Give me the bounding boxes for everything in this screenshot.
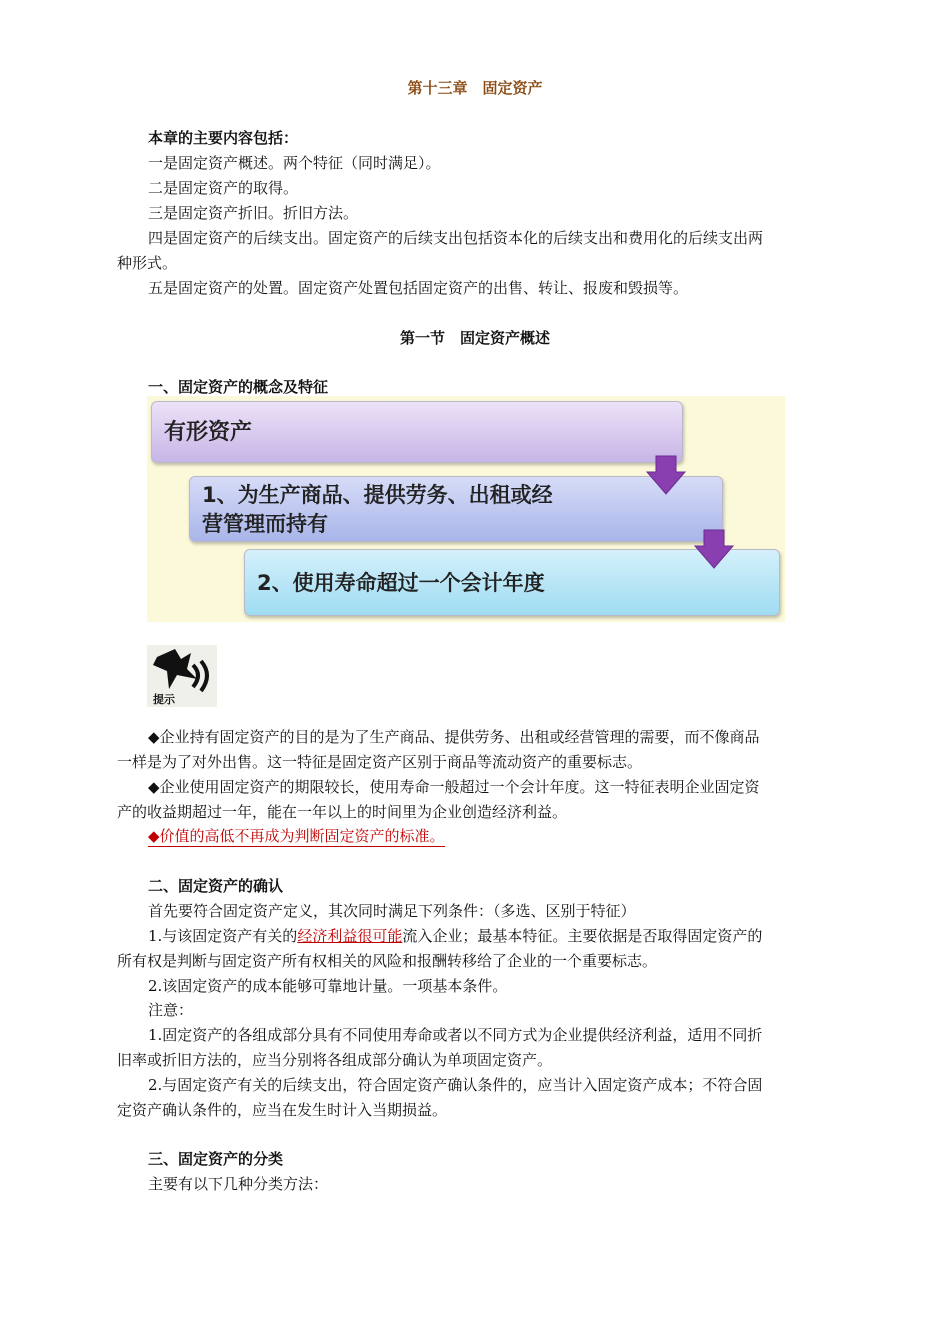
attention-2-line1: 2.与固定资产有关的后续支出，符合固定资产确认条件的，应当计入固定资产成本；不符合固 bbox=[148, 1076, 763, 1094]
chapter-title: 第十三章 固定资产 bbox=[407, 79, 543, 97]
intro-item-4: 四是固定资产的后续支出。固定资产的后续支出包括资本化的后续支出和费用化的后续支出两 bbox=[148, 229, 764, 247]
diagram-box-feature-1-line1: 1、为生产商品、提供劳务、出租或经 bbox=[202, 483, 553, 507]
part3-intro: 主要有以下几种分类方法： bbox=[148, 1175, 329, 1193]
part3-heading: 三、固定资产的分类 bbox=[148, 1150, 284, 1168]
diagram-box-feature-2: 2、使用寿命超过一个会计年度 bbox=[244, 549, 780, 616]
intro-item-2: 二是固定资产的取得。 bbox=[148, 179, 299, 197]
condition-1-pre: 1.与该固定资产有关的 bbox=[148, 927, 298, 945]
red-note-wrapper bbox=[148, 824, 838, 849]
intro-item-3: 三是固定资产折旧。折旧方法。 bbox=[148, 204, 359, 222]
economic-benefit-link[interactable]: 经济利益很可能 bbox=[297, 927, 403, 945]
intro-item-5: 五是固定资产的处置。固定资产处置包括固定资产的出售、转让、报废和毁损等。 bbox=[148, 279, 689, 297]
tip-icon bbox=[147, 645, 217, 707]
attention-1-line1: 1.固定资产的各组成部分具有不同使用寿命或者以不同方式为企业提供经济利益，适用不同折 bbox=[148, 1026, 763, 1044]
diagram-box-feature-1-line2: 营管理而持有 bbox=[202, 512, 328, 536]
attention-2-line2: 定资产确认条件的，应当在发生时计入当期损益。 bbox=[117, 1101, 448, 1119]
note-label: 注意： bbox=[148, 1001, 194, 1019]
diagram-box-feature-1 bbox=[189, 476, 723, 542]
part1-heading: 一、固定资产的概念及特征 bbox=[148, 378, 329, 396]
condition-1-post: 流入企业；最基本特征。主要依据是否取得固定资产的 bbox=[402, 927, 763, 945]
note-2-line2: 产的收益期超过一年，能在一年以上的时间里为企业创造经济利益。 bbox=[117, 803, 568, 821]
features-diagram bbox=[147, 396, 785, 622]
condition-1-line1 bbox=[148, 924, 838, 949]
condition-2: 2.该固定资产的成本能够可靠地计量。一项基本条件。 bbox=[148, 977, 508, 995]
part2-intro: 首先要符合固定资产定义，其次同时满足下列条件：（多选、区别于特征） bbox=[148, 902, 636, 920]
down-arrow-icon bbox=[693, 528, 735, 570]
red-note: ◆价值的高低不再成为判断固定资产的标准。 bbox=[148, 827, 445, 845]
tip-label: 提示 bbox=[153, 693, 175, 706]
condition-1-line2: 所有权是判断与固定资产所有权相关的风险和报酬转移给了企业的一个重要标志。 bbox=[117, 952, 658, 970]
intro-heading: 本章的主要内容包括： bbox=[148, 129, 299, 147]
intro-item-1: 一是固定资产概述。两个特征（同时满足）。 bbox=[148, 154, 441, 172]
part2-heading: 二、固定资产的确认 bbox=[148, 877, 284, 895]
intro-item-4-cont: 种形式。 bbox=[117, 254, 178, 272]
diagram-box-tangible-asset: 有形资产 bbox=[151, 401, 683, 463]
section-title: 第一节 固定资产概述 bbox=[399, 329, 550, 347]
note-2-line1: ◆企业使用固定资产的期限较长，使用寿命一般超过一个会计年度。这一特征表明企业固定资 bbox=[148, 778, 760, 796]
attention-1-line2: 旧率或折旧方法的，应当分别将各组成部分确认为单项固定资产。 bbox=[117, 1051, 553, 1069]
note-1-line2: 一样是为了对外出售。这一特征是固定资产区别于商品等流动资产的重要标志。 bbox=[117, 753, 643, 771]
down-arrow-icon bbox=[645, 454, 687, 496]
note-1-line1: ◆企业持有固定资产的目的是为了生产商品、提供劳务、出租或经营管理的需要，而不像商品 bbox=[148, 728, 760, 746]
